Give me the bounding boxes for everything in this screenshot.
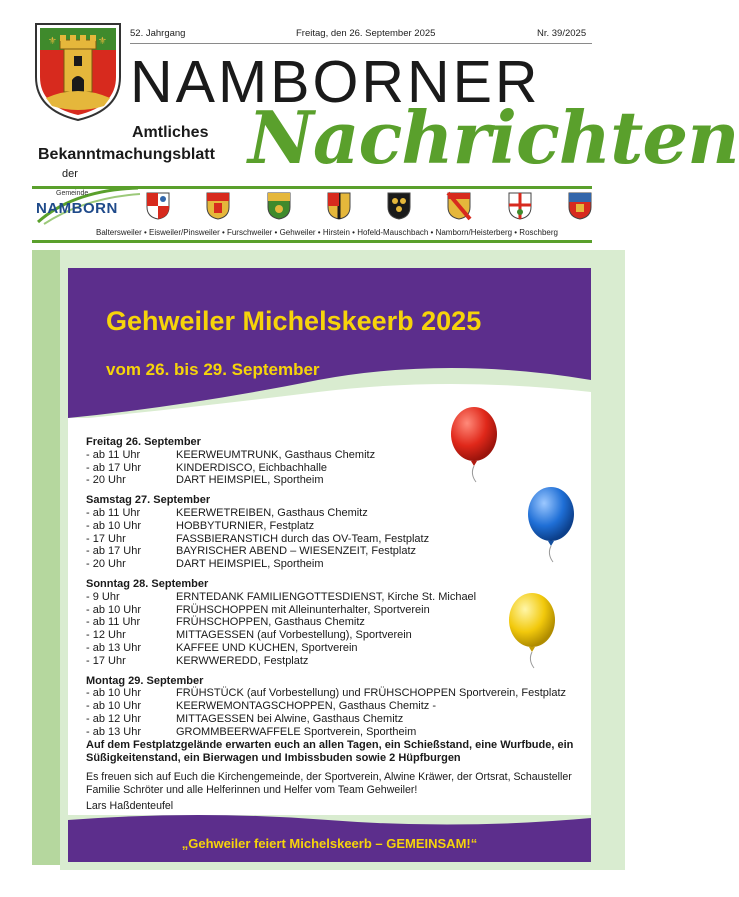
schedule-time: - 12 Uhr [86,629,126,642]
signature: Lars Haßdenteufel [86,800,174,812]
official-line-2: Bekanntmachungsblatt [38,146,215,163]
schedule-time: - ab 11 Uhr [86,506,141,519]
crest-icon [267,192,291,220]
svg-text:⚜: ⚜ [48,36,57,47]
day-heading: Samstag 27. September [86,494,211,507]
villages-green-rule [32,240,592,243]
schedule-event: KEERWEUMTRUNK, Gasthaus Chemitz [176,448,376,461]
schedule-event: GROMMBEERWAFFELE Sportverein, Sportheim [176,725,417,738]
schedule-time: - ab 10 Uhr [86,700,142,713]
logo-big-text: NAMBORN [36,200,118,217]
schedule-time: - ab 17 Uhr [86,461,142,474]
banner-wave [68,380,591,420]
thanks-line: Familie Schröter und alle Helferinnen und Helfer vom Team Gehweiler! [86,784,418,796]
schedule-row [86,533,586,546]
village-list: Baltersweiler • Eisweiler/Pinsweiler • Furschweiler • Gehweiler • Hirstein • Hofeld-Mauschbach • Namborn/Heisterberg • Roschberg [96,228,558,237]
blue-balloon-icon [525,486,577,566]
schedule-row [86,726,586,739]
schedule-row [86,449,586,462]
schedule-time: - ab 13 Uhr [86,725,142,738]
village-crests [146,192,592,220]
day-heading: Sonntag 28. September [86,577,209,590]
castle-crest-icon [34,22,122,122]
crest-icon [568,192,592,220]
thanks-text [86,771,586,797]
schedule-time: - ab 10 Uhr [86,687,142,700]
schedule-event: FASSBIERANSTICH durch das OV-Team, Festplatz [176,532,430,545]
schedule-event: FRÜHSCHOPPEN mit Alleinunterhalter, Sportverein [176,603,430,616]
schedule-event: MITTAGESSEN bei Alwine, Gasthaus Chemitz [176,712,404,725]
schedule-time: - ab 10 Uhr [86,603,142,616]
day-heading: Montag 29. September [86,674,204,687]
schedule-event: BAYRISCHER ABEND – WIESENZEIT, Festplatz [176,545,417,558]
schedule-event: FRÜHSCHOPPEN, Gasthaus Chemitz [176,616,365,629]
schedule-time: - ab 17 Uhr [86,545,142,558]
schedule-event: KEERWEMONTAGSCHOPPEN, Gasthaus Chemitz - [176,700,436,713]
yellow-balloon-icon [506,592,558,672]
official-line-1: Amtliches [132,124,209,141]
header-rule [130,43,592,44]
schedule-row [86,462,586,475]
official-line-3: der [62,168,78,180]
event-dates: vom 26. bis 29. September [106,360,320,379]
crest-icon [387,192,411,220]
schedule-event: FRÜHSTÜCK (auf Vorbestellung) und FRÜHSCHOPPEN Sportverein, Festplatz [176,687,567,700]
volume-label: 52. Jahrgang [130,28,186,39]
schedule-row [86,545,586,558]
namborn-logo [34,182,144,226]
schedule-time: - 9 Uhr [86,590,120,603]
crest-icon [447,192,471,220]
schedule-row [86,474,586,487]
side-accent-bar [32,250,60,865]
red-balloon-icon [448,406,500,486]
schedule-event: ERNTEDANK FAMILIENGOTTESDIENST, Kirche St. Michael [176,590,477,603]
day-heading: Freitag 26. September [86,436,201,448]
festival-notice [86,739,586,765]
schedule-event: KEERWETREIBEN, Gasthaus Chemitz [176,506,368,519]
schedule-time: - 17 Uhr [86,532,126,545]
logo-small-text: Gemeinde [56,190,89,197]
schedule-event: KAFFEE UND KUCHEN, Sportverein [176,641,358,654]
masthead-title: NAMBORNER [130,49,541,115]
crest-icon [206,192,230,220]
schedule-row [86,520,586,533]
schedule-time: - ab 11 Uhr [86,616,141,629]
svg-text:⚜: ⚜ [98,36,107,47]
program-schedule [86,436,586,739]
schedule-time: - 20 Uhr [86,558,126,571]
schedule-time: - 17 Uhr [86,654,126,667]
coat-of-arms [34,22,122,122]
schedule-event: MITTAGESSEN (auf Vorbestellung), Sportverein [176,629,412,642]
schedule-time: - 20 Uhr [86,474,126,487]
schedule-event: DART HEIMSPIEL, Sportheim [176,474,324,487]
schedule-event: HOBBYTURNIER, Festplatz [176,519,315,532]
schedule-event: KINDERDISCO, Eichbachhalle [176,461,328,474]
schedule-row [86,713,586,726]
schedule-time: - ab 13 Uhr [86,641,142,654]
notice-line: Süßigkeitenstand, ein Bierwagen und Imbissbuden sowie 2 Hüpfburgen [86,752,461,764]
schedule-row [86,507,586,520]
event-title: Gehweiler Michelskeerb 2025 [106,306,482,336]
schedule-time: - ab 12 Uhr [86,712,142,725]
notice-line: Auf dem Festplatzgelände erwarten euch an allen Tagen, ein Schießstand, eine Wurfbude, ein [86,739,574,751]
schedule-time: - ab 11 Uhr [86,448,141,461]
schedule-row [86,558,586,571]
crest-icon [508,192,532,220]
issue-number: Nr. 39/2025 [537,28,587,39]
schedule-time: - ab 10 Uhr [86,519,142,532]
schedule-row [86,687,586,700]
crest-icon [327,192,351,220]
schedule-row [86,700,586,713]
masthead-script-title: Nachrichten [248,95,739,180]
schedule-event: DART HEIMSPIEL, Sportheim [176,558,324,571]
slogan: „Gehweiler feiert Michelskeerb – GEMEINSAM!“ [181,836,478,851]
thanks-line: Es freuen sich auf Euch die Kirchengemeinde, der Sportverein, Alwine Kräwer, der Ortsrat, Schausteller [86,771,572,783]
issue-date: Freitag, den 26. September 2025 [296,28,436,39]
schedule-event: KERWWEREDD, Festplatz [176,654,309,667]
crest-icon [146,192,170,220]
